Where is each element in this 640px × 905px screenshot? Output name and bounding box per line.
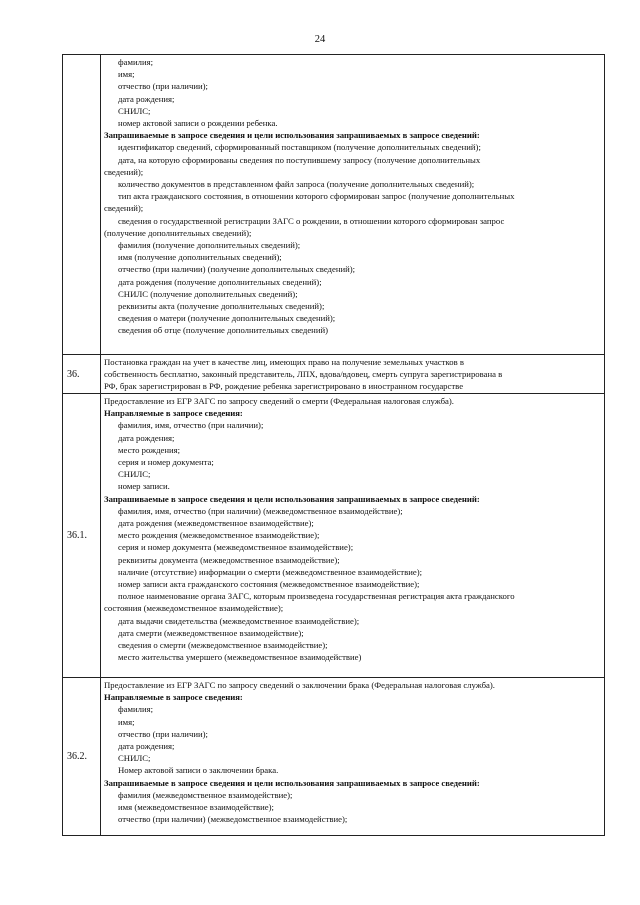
text-line: место рождения (межведомственное взаимодействие); [118, 530, 320, 541]
text-line: сведений); [104, 166, 144, 177]
section-heading: Запрашиваемые в запросе сведения и цели использования запрашиваемых в запросе сведений: [104, 777, 480, 788]
text-line: дата рождения (получение дополнительных сведений); [118, 276, 322, 287]
text-line: РФ, брак зарегистрирован в РФ, рождение ребенка зарегистрировано в иностранном государстве [104, 381, 464, 392]
text-line: номер записи акта гражданского состояния (межведомственное взаимодействие); [118, 579, 420, 590]
text-line: отчество (при наличии) (межведомственное взаимодействие); [118, 814, 348, 825]
text-line: серия и номер документа; [118, 457, 214, 468]
text-line: имя (межведомственное взаимодействие); [118, 802, 274, 813]
text-line: фамилия, имя, отчество (при наличии) (межведомственное взаимодействие); [118, 505, 403, 516]
text-line: собственность бесплатно, законный представитель, ЛПХ, вдова/вдовец, смерть супруга зарегистрирована в [104, 369, 503, 380]
text-line: Предоставление из ЕГР ЗАГС по запросу сведений о заключении брака (Федеральная налоговая служба). [104, 680, 495, 690]
text-line: фамилия; [118, 704, 154, 715]
text-line: серия и номер документа (межведомственное взаимодействие); [118, 542, 354, 553]
text-line: сведения о государственной регистрации ЗАГС о рождении, в отношении которого сформирован запрос [118, 215, 505, 226]
row-number [63, 55, 101, 355]
text-line: дата рождения; [118, 741, 175, 752]
text-line: имя; [118, 716, 135, 727]
text-line: дата, на которую сформированы сведения по поступившему запросу (получение дополнительных [118, 154, 481, 165]
table-row [63, 394, 605, 678]
text-line: дата выдачи свидетельства (межведомственное взаимодействие); [118, 615, 360, 626]
text-line: реквизиты акта (получение дополнительных сведений); [118, 301, 325, 312]
table-row [63, 678, 605, 836]
document-table [62, 54, 605, 836]
text-line: реквизиты документа (межведомственное взаимодействие); [118, 554, 340, 565]
section-heading: Запрашиваемые в запросе сведения и цели использования запрашиваемых в запросе сведений: [104, 130, 480, 141]
row-content [101, 678, 605, 836]
text-line: сведений); [104, 203, 144, 214]
text-line: дата рождения (межведомственное взаимодействие); [118, 518, 314, 529]
text-line: фамилия; [118, 57, 154, 67]
text-line: тип акта гражданского состояния, в отношении которого сформирован запрос (получение дополнительных [118, 191, 515, 202]
text-line: место рождения; [118, 444, 181, 455]
row-content [101, 394, 605, 678]
row-content [101, 55, 605, 355]
page-number: 24 [314, 34, 326, 45]
text-line: СНИЛС; [118, 753, 151, 764]
text-line: идентификатор сведений, сформированный поставщиком (получение дополнительных сведений); [118, 142, 481, 153]
section-heading: Направляемые в запросе сведения: [104, 692, 243, 703]
text-line: отчество (при наличии) (получение дополнительных сведений); [118, 264, 356, 275]
text-line: отчество (при наличии); [118, 81, 208, 92]
section-heading: Направляемые в запросе сведения: [104, 408, 243, 419]
text-line: сведения о смерти (межведомственное взаимодействие); [118, 640, 328, 651]
text-line: наличие (отсутствие) информации о смерти (межведомственное взаимодействие); [118, 566, 423, 577]
text-line: (получение дополнительных сведений); [104, 227, 252, 238]
row-number: 36.1. [63, 394, 101, 678]
text-line: количество документов в представленном файл запроса (получение дополнительных сведений); [118, 179, 475, 190]
text-line: номер записи. [118, 481, 170, 492]
row-number: 36. [63, 355, 101, 394]
text-line: СНИЛС; [118, 105, 151, 116]
text-line: отчество (при наличии); [118, 728, 208, 739]
text-line: Постановка граждан на учет в качестве лиц, имеющих право на получение земельных участков в [104, 357, 464, 367]
text-line: фамилия (получение дополнительных сведений); [118, 240, 301, 251]
text-line: сведения о матери (получение дополнительных сведений); [118, 313, 336, 324]
text-line: состояния (межведомственное взаимодействие); [104, 603, 284, 614]
text-line: СНИЛС; [118, 469, 151, 480]
text-line: дата рождения; [118, 93, 175, 104]
text-line: Номер актовой записи о заключении брака. [118, 765, 279, 776]
text-line: дата рождения; [118, 432, 175, 443]
text-line: СНИЛС (получение дополнительных сведений); [118, 288, 298, 299]
text-line: имя (получение дополнительных сведений); [118, 252, 282, 263]
text-line: фамилия (межведомственное взаимодействие); [118, 789, 293, 800]
text-line: Предоставление из ЕГР ЗАГС по запросу сведений о смерти (Федеральная налоговая служба). [104, 396, 454, 406]
row-number: 36.2. [63, 678, 101, 836]
row-content [101, 355, 605, 394]
text-line: фамилия, имя, отчество (при наличии); [118, 420, 264, 431]
text-line: дата смерти (межведомственное взаимодействие); [118, 627, 304, 638]
text-line: имя; [118, 69, 135, 80]
text-line: сведения об отце (получение дополнительных сведений) [118, 325, 329, 336]
text-line: место жительства умершего (межведомственное взаимодействие) [118, 652, 362, 663]
text-line: номер актовой записи о рождении ребенка. [118, 118, 278, 129]
table-row [63, 55, 605, 355]
table-row [63, 355, 605, 394]
text-line: полное наименование органа ЗАГС, которым произведена государственная регистрация акта гражданского [118, 591, 515, 602]
section-heading: Запрашиваемые в запросе сведения и цели использования запрашиваемых в запросе сведений: [104, 493, 480, 504]
